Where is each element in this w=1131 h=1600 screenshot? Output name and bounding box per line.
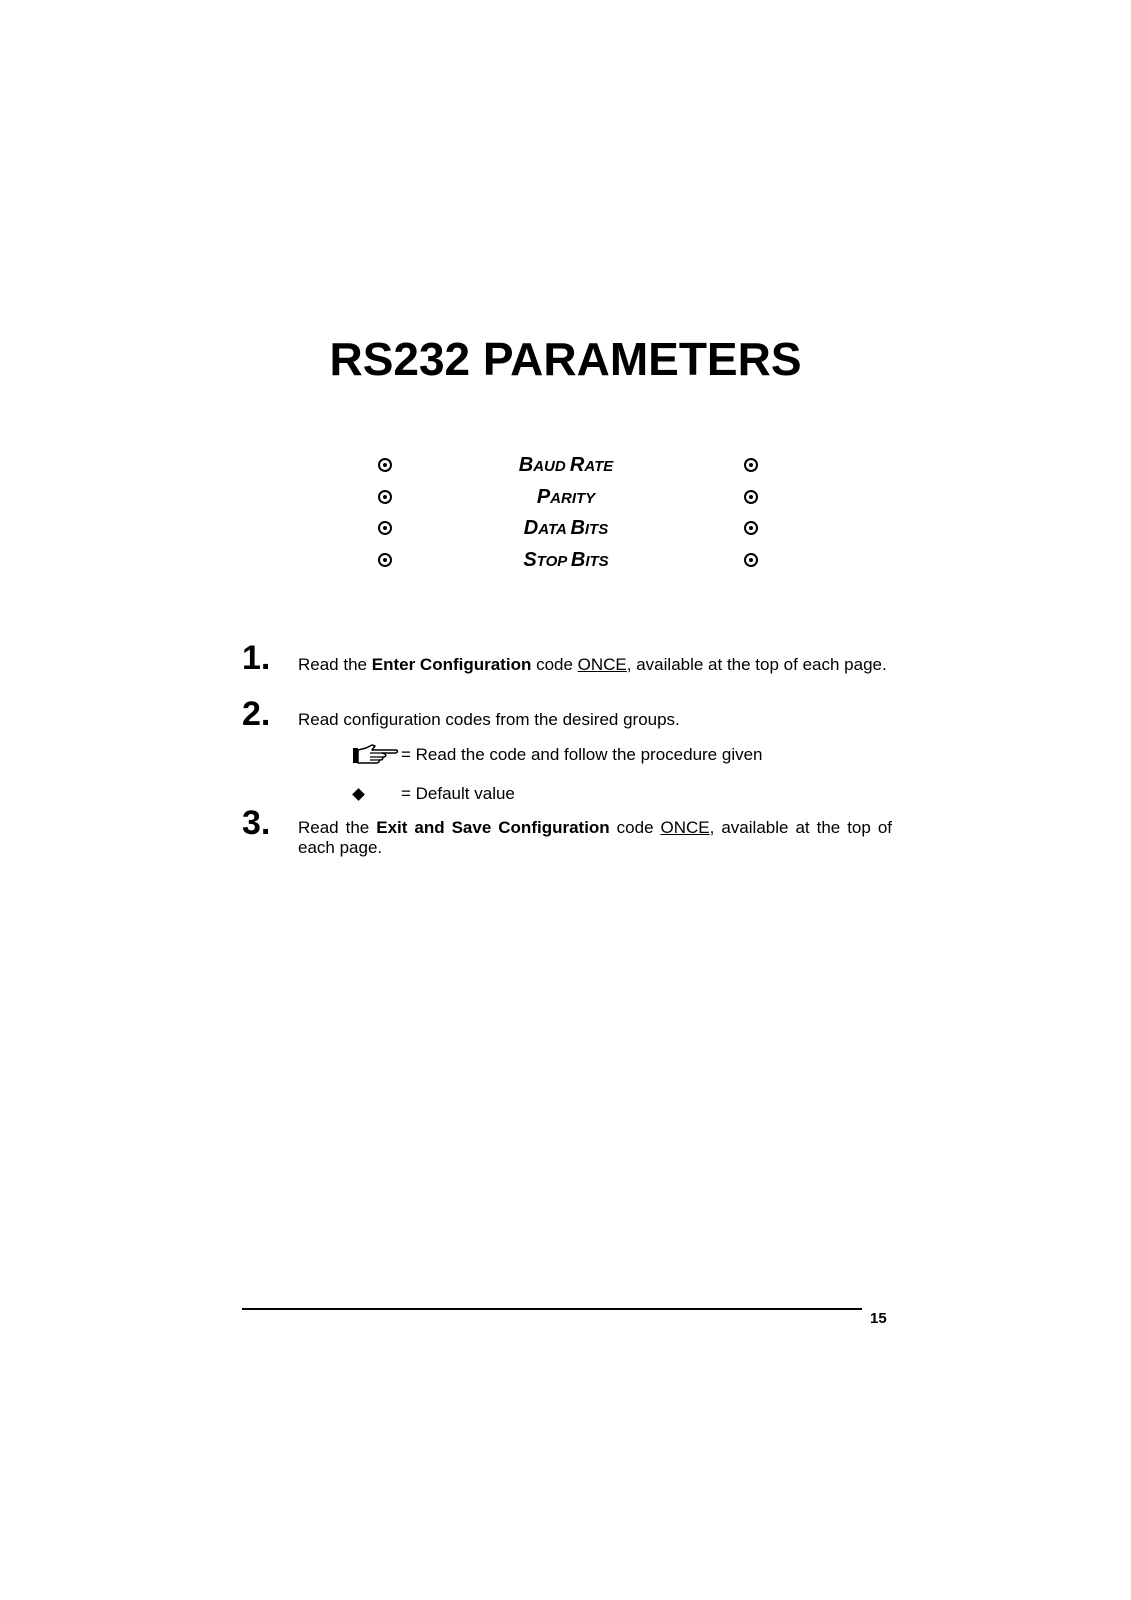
circle-bullet-icon bbox=[744, 490, 758, 504]
section-label-parity: PARITY bbox=[536, 485, 596, 508]
footer-rule bbox=[242, 1308, 862, 1310]
section-item bbox=[0, 486, 1131, 518]
circle-bullet-icon bbox=[378, 553, 392, 567]
pointing-hand-icon bbox=[352, 743, 400, 767]
page-number: 15 bbox=[870, 1310, 887, 1327]
section-item bbox=[0, 517, 1131, 549]
circle-bullet-icon bbox=[744, 521, 758, 535]
step-number: 3. bbox=[242, 804, 271, 842]
circle-bullet-icon bbox=[378, 458, 392, 472]
legend-procedure-text: = Read the code and follow the procedure given bbox=[401, 745, 763, 764]
circle-bullet-icon bbox=[378, 490, 392, 504]
step-number: 1. bbox=[242, 639, 271, 677]
step-text: Read the Exit and Save Configuration code ONCE, available at the top of each page. bbox=[298, 818, 892, 857]
page-title: RS232 PARAMETERS bbox=[329, 333, 802, 385]
circle-bullet-icon bbox=[744, 553, 758, 567]
section-item bbox=[0, 454, 1131, 486]
section-label-data-bits: DATA BITS bbox=[523, 517, 609, 539]
section-item bbox=[0, 549, 1131, 581]
legend-default-text: = Default value bbox=[401, 784, 515, 803]
step-number: 2. bbox=[242, 695, 271, 733]
step-text: Read the Enter Configuration code ONCE, available at the top of each page. bbox=[298, 655, 887, 674]
section-label-baud-rate: BAUD RATE bbox=[518, 454, 614, 476]
diamond-icon bbox=[352, 788, 365, 801]
circle-bullet-icon bbox=[378, 521, 392, 535]
step-text: Read configuration codes from the desired groups. bbox=[298, 710, 680, 729]
circle-bullet-icon bbox=[744, 458, 758, 472]
section-list bbox=[0, 454, 1131, 580]
section-label-stop-bits: STOP BITS bbox=[523, 548, 609, 571]
